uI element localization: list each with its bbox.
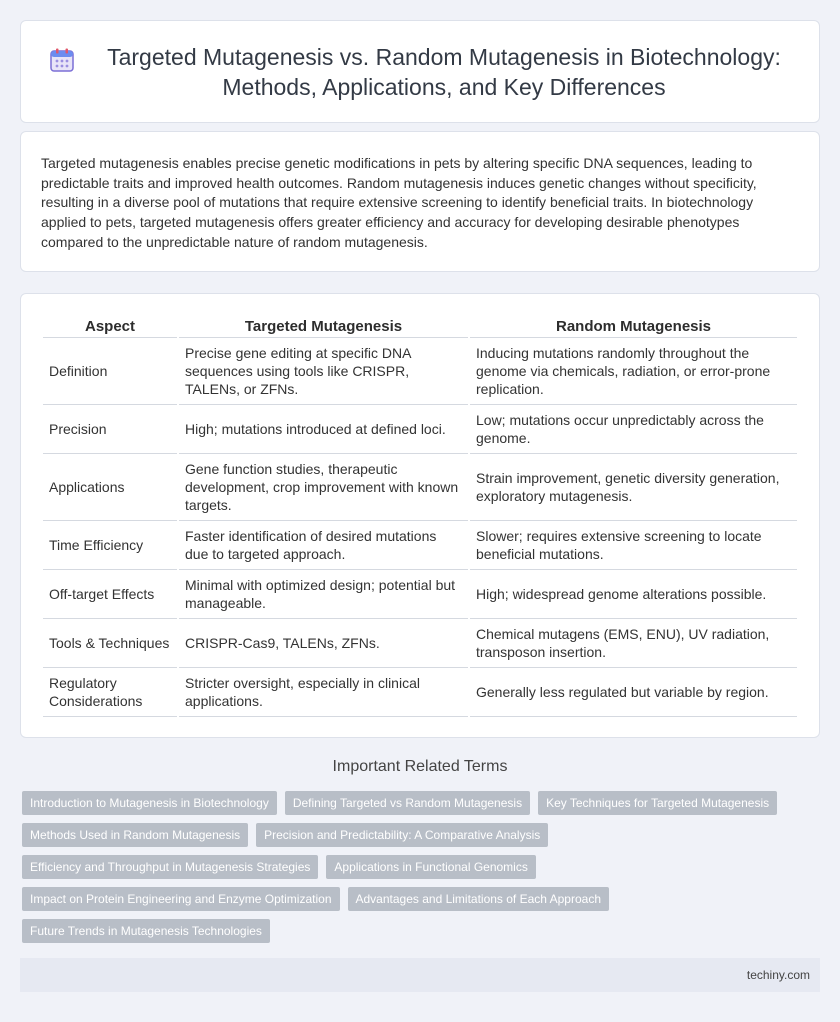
header-card [20, 20, 820, 123]
page-title: Targeted Mutagenesis vs. Random Mutagenesis in Biotechnology: Methods, Applications, and Key Differences [107, 43, 781, 100]
header-targeted: Targeted Mutagenesis [179, 314, 468, 338]
cell-targeted: Faster identification of desired mutations due to targeted approach. [179, 521, 468, 570]
header-random: Random Mutagenesis [470, 314, 797, 338]
cell-targeted: Stricter oversight, especially in clinical applications. [179, 668, 468, 717]
cell-aspect: Applications [43, 454, 177, 521]
cell-targeted: CRISPR-Cas9, TALENs, ZFNs. [179, 619, 468, 668]
cell-aspect: Time Efficiency [43, 521, 177, 570]
related-term-tag[interactable]: Precision and Predictability: A Comparative Analysis [256, 823, 548, 847]
cell-aspect: Definition [43, 338, 177, 405]
footer [20, 958, 820, 992]
cell-random: Generally less regulated but variable by region. [470, 668, 797, 717]
table-row [43, 668, 797, 717]
cell-random: Slower; requires extensive screening to locate beneficial mutations. [470, 521, 797, 570]
related-term-tag[interactable]: Methods Used in Random Mutagenesis [22, 823, 248, 847]
cell-random: Strain improvement, genetic diversity generation, exploratory mutagenesis. [470, 454, 797, 521]
table-row [43, 338, 797, 405]
related-terms-list [22, 791, 812, 943]
cell-random: Low; mutations occur unpredictably across the genome. [470, 405, 797, 454]
cell-targeted: High; mutations introduced at defined loci. [179, 405, 468, 454]
intro-card [20, 131, 820, 272]
related-term-tag[interactable]: Key Techniques for Targeted Mutagenesis [538, 791, 777, 815]
comparison-table [41, 314, 799, 717]
cell-aspect: Regulatory Considerations [43, 668, 177, 717]
cell-targeted: Precise gene editing at specific DNA sequences using tools like CRISPR, TALENs, or ZFNs. [179, 338, 468, 405]
related-term-tag[interactable]: Efficiency and Throughput in Mutagenesis Strategies [22, 855, 318, 879]
table-header-row [43, 314, 797, 338]
table-row [43, 454, 797, 521]
related-term-tag[interactable]: Introduction to Mutagenesis in Biotechnology [22, 791, 277, 815]
intro-paragraph: Targeted mutagenesis enables precise genetic modifications in pets by altering specific DNA sequences, leading to predictable traits and improved health outcomes. Random mutagenesis induces genetic changes without specificity, resulting in a diverse pool of mutations that require extensive screening to identify beneficial traits. In biotechnology applied to pets, targeted mutagenesis offers greater efficiency and accuracy for developing desirable phenotypes compared to the unpredictable nature of random mutagenesis. [41, 155, 757, 250]
calendar-icon [49, 47, 75, 73]
cell-aspect: Precision [43, 405, 177, 454]
header-aspect: Aspect [43, 314, 177, 338]
table-row [43, 521, 797, 570]
related-term-tag[interactable]: Advantages and Limitations of Each Approach [348, 887, 610, 911]
cell-targeted: Minimal with optimized design; potential but manageable. [179, 570, 468, 619]
cell-random: High; widespread genome alterations possible. [470, 570, 797, 619]
footer-site-link[interactable]: techiny.com [746, 968, 810, 982]
related-terms-title: Important Related Terms [332, 758, 508, 775]
table-row [43, 570, 797, 619]
cell-random: Inducing mutations randomly throughout the genome via chemicals, radiation, or error-prone replication. [470, 338, 797, 405]
related-term-tag[interactable]: Future Trends in Mutagenesis Technologies [22, 919, 270, 943]
cell-aspect: Tools & Techniques [43, 619, 177, 668]
table-row [43, 619, 797, 668]
cell-random: Chemical mutagens (EMS, ENU), UV radiation, transposon insertion. [470, 619, 797, 668]
related-term-tag[interactable]: Impact on Protein Engineering and Enzyme Optimization [22, 887, 340, 911]
cell-aspect: Off-target Effects [43, 570, 177, 619]
related-term-tag[interactable]: Defining Targeted vs Random Mutagenesis [285, 791, 530, 815]
related-term-tag[interactable]: Applications in Functional Genomics [326, 855, 535, 879]
table-row [43, 405, 797, 454]
cell-targeted: Gene function studies, therapeutic development, crop improvement with known targets. [179, 454, 468, 521]
comparison-table-card [20, 293, 820, 738]
